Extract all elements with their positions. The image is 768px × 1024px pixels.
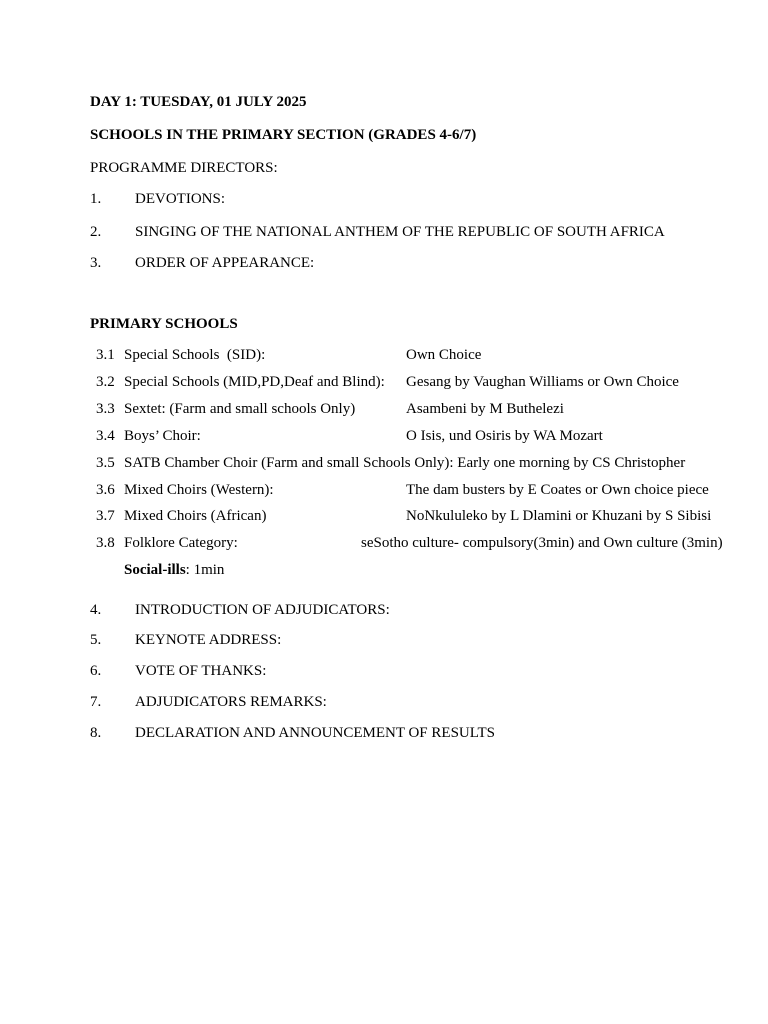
item-number: 3.7 bbox=[96, 508, 115, 524]
item-category: Mixed Choirs (Western): bbox=[124, 482, 274, 498]
item-number: 3.3 bbox=[96, 401, 115, 417]
item-text: DECLARATION AND ANNOUNCEMENT OF RESULTS bbox=[135, 725, 496, 741]
item-number: 8. bbox=[90, 725, 102, 741]
item-number: 5. bbox=[90, 632, 102, 648]
primary-schools-heading: PRIMARY SCHOOLS bbox=[90, 316, 238, 332]
item-piece: seSotho culture- compulsory(3min) and Own culture (3min) bbox=[361, 535, 723, 551]
item-text: SINGING OF THE NATIONAL ANTHEM OF THE REPUBLIC OF SOUTH AFRICA bbox=[135, 224, 665, 240]
item-number: 6. bbox=[90, 663, 102, 679]
item-text: ADJUDICATORS REMARKS: bbox=[135, 694, 327, 710]
item-text: DEVOTIONS: bbox=[135, 191, 225, 207]
section-heading: SCHOOLS IN THE PRIMARY SECTION (GRADES 4-6/7) bbox=[90, 127, 477, 143]
item-category: Folklore Category: bbox=[124, 535, 238, 551]
item-number: 3.2 bbox=[96, 374, 115, 390]
item-piece: O Isis, und Osiris by WA Mozart bbox=[406, 428, 603, 444]
item-category: Mixed Choirs (African) bbox=[124, 508, 267, 524]
item-number: 1. bbox=[90, 191, 102, 207]
item-number: 4. bbox=[90, 602, 102, 618]
item-number: 3.8 bbox=[96, 535, 115, 551]
item-piece: NoNkululeko by L Dlamini or Khuzani by S Sibisi bbox=[406, 508, 712, 524]
item-text: KEYNOTE ADDRESS: bbox=[135, 632, 282, 648]
social-ills-line bbox=[124, 562, 224, 579]
item-text: VOTE OF THANKS: bbox=[135, 663, 267, 679]
item-number: 3. bbox=[90, 255, 102, 271]
item-category: Boys’ Choir: bbox=[124, 428, 201, 444]
item-category: Special Schools (SID): bbox=[124, 347, 266, 363]
item-category: SATB Chamber Choir (Farm and small Schools Only): Early one morning by CS Christopher bbox=[124, 455, 686, 471]
day-heading: DAY 1: TUESDAY, 01 JULY 2025 bbox=[90, 94, 307, 110]
item-category: Sextet: (Farm and small schools Only) bbox=[124, 401, 356, 417]
item-number: 3.1 bbox=[96, 347, 115, 363]
item-number: 2. bbox=[90, 224, 102, 240]
item-piece: The dam busters by E Coates or Own choice piece bbox=[406, 482, 709, 498]
social-ills-label: Social-ills bbox=[124, 562, 186, 578]
item-piece: Own Choice bbox=[406, 347, 482, 363]
item-text: ORDER OF APPEARANCE: bbox=[135, 255, 315, 271]
item-category: Special Schools (MID,PD,Deaf and Blind): bbox=[124, 374, 385, 390]
item-number: 3.4 bbox=[96, 428, 115, 444]
item-number: 7. bbox=[90, 694, 102, 710]
programme-directors-label: PROGRAMME DIRECTORS: bbox=[90, 160, 278, 176]
item-piece: Asambeni by M Buthelezi bbox=[406, 401, 564, 417]
item-piece: Gesang by Vaughan Williams or Own Choice bbox=[406, 374, 679, 390]
social-ills-value: : 1min bbox=[185, 562, 225, 578]
item-text: INTRODUCTION OF ADJUDICATORS: bbox=[135, 602, 390, 618]
item-number: 3.6 bbox=[96, 482, 115, 498]
item-number: 3.5 bbox=[96, 455, 115, 471]
